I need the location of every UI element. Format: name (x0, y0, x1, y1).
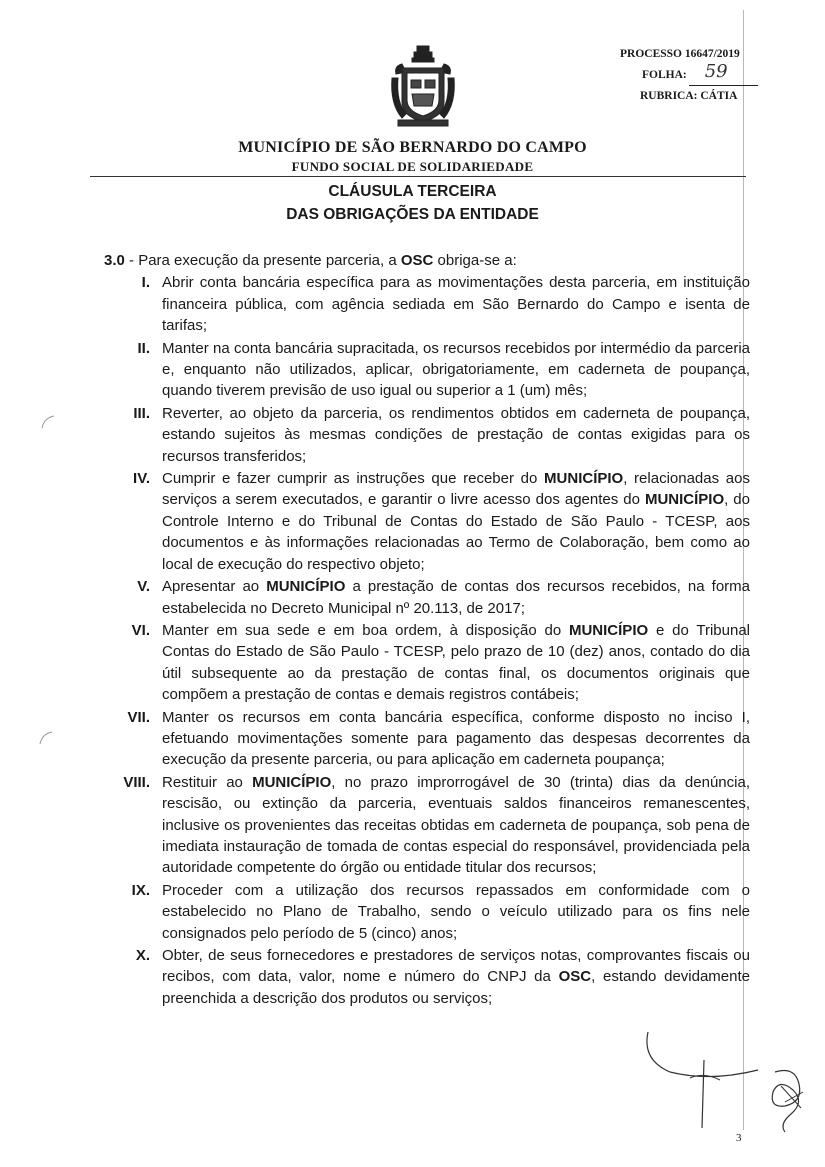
handwritten-signature (640, 1020, 770, 1130)
list-item (100, 338, 750, 402)
clause-body (100, 250, 750, 1010)
list-item (100, 772, 750, 879)
intro-text-end: obriga-se a: (433, 252, 517, 269)
item-text: Cumprir e fazer cumprir as instruções que receber do MUNICÍPIO, relacionadas aos serviços a serem executados, e garantir o livre acesso dos agentes do MUNICÍPIO, do Controle Interno e do Tribunal de Contas do Estado de São Paulo - TCESP, aos documentos e às informações relacionadas ao Termo de Colaboração, bem como ao local de execução do respectivo objeto; (162, 470, 750, 573)
item-text: Manter em sua sede e em boa ordem, à disposição do MUNICÍPIO e do Tribunal Contas do Estado de São Paulo - TCESP, pelo prazo de 10 (dez) anos, contado do dia útil subsequente ao da prestação de contas final, os documentos originais que compõem a prestação de contas e demais registros contábeis; (162, 621, 750, 704)
header-divider (90, 176, 746, 177)
clause-title: CLÁUSULA TERCEIRA (328, 183, 497, 200)
item-number: III. (133, 404, 150, 422)
item-text: Restituir ao MUNICÍPIO, no prazo improrrogável de 30 (trinta) dias da denúncia, rescisão, ou extinção da parceria, eventuais saldos financeiros remanescentes, inclusive os provenientes das receitas obtidas em caderneta de poupança, sob pena de imediata instauração de tomada de contas especial do responsável, providenciada pela autoridade competente do órgão ou entidade titular dos recursos; (162, 773, 750, 877)
item-text: Manter os recursos em conta bancária específica, conforme disposto no inciso I, efetuando movimentações somente para pagamento das despesas decorrentes da execução da presente parceria, ou para aplicação em caderneta poupança; (162, 708, 750, 769)
intro-text: - Para execução da presente parceria, a (124, 252, 401, 269)
margin-mark (38, 412, 58, 432)
municipality-title: MUNICÍPIO DE SÃO BERNARDO DO CAMPO (238, 139, 587, 156)
item-text: Obter, de seus fornecedores e prestadores de serviços notas, comprovantes fiscais ou recibos, com data, valor, nome e número do CNPJ da OSC, estando devidamente preenchida a descrição dos produtos ou serviços; (162, 947, 750, 1007)
item-text: Reverter, ao objeto da parceria, os rendimentos obtidos em caderneta de poupança, estando sujeitos às mesmas condições de prestação de contas exigidas para os recursos transferidos; (162, 404, 750, 465)
item-number: I. (141, 274, 150, 292)
item-number: VI. (131, 621, 150, 639)
intro-paragraph (104, 250, 750, 271)
item-number: V. (137, 578, 150, 596)
item-number: IX. (131, 881, 150, 899)
rubrica-label: RUBRICA: CÁTIA (640, 90, 738, 102)
process-number: PROCESSO 16647/2019 (620, 48, 740, 60)
clause-subtitle: DAS OBRIGAÇÕES DA ENTIDADE (286, 206, 539, 223)
item-number: IV. (133, 470, 150, 488)
page-number: 3 (736, 1132, 742, 1144)
item-number: VII. (127, 708, 150, 726)
list-item (100, 468, 750, 575)
list-item (100, 403, 750, 467)
item-number: VIII. (123, 773, 150, 791)
list-item (100, 707, 750, 771)
item-number: II. (137, 339, 150, 357)
item-number: X. (135, 947, 150, 964)
folha-handwritten-number: 59 (704, 61, 728, 82)
list-item (100, 620, 750, 706)
folha-label: FOLHA: (642, 69, 687, 81)
margin-mark (36, 728, 56, 748)
fund-subtitle: FUNDO SOCIAL DE SOLIDARIEDADE (291, 159, 534, 174)
protocol-stamp (618, 44, 758, 107)
intro-bold: OSC (400, 252, 434, 269)
item-text: Manter na conta bancária supracitada, os recursos recebidos por intermédio da parceria e, enquanto não utilizados, aplicar, obrigatoriamente, em caderneta de poupança, quando tiverem previsão de uso igual ou superior a 1 (um) mês; (162, 339, 750, 400)
initials-signature (755, 1062, 815, 1137)
list-item (100, 272, 750, 336)
list-item (100, 945, 750, 1009)
item-text: Apresentar ao MUNICÍPIO a prestação de contas dos recursos recebidos, na forma estabelecida no Decreto Municipal nº 20.113, de 2017; (162, 578, 750, 617)
section-number: 3.0 (104, 252, 125, 269)
list-item (100, 576, 750, 619)
item-text: Abrir conta bancária específica para as movimentações desta parceria, em instituição financeira pública, com agência sediada em São Bernardo do Campo e isenta de tarifas; (162, 274, 750, 335)
item-text: Proceder com a utilização dos recursos repassados em conformidade com o estabelecido no Plano de Trabalho, sendo o veículo utilizado para os fins nele consignados pelo período de 5 (cinco) anos; (162, 881, 750, 942)
coat-of-arms-emblem (388, 44, 458, 128)
list-item (100, 880, 750, 944)
folha-line (689, 61, 758, 86)
